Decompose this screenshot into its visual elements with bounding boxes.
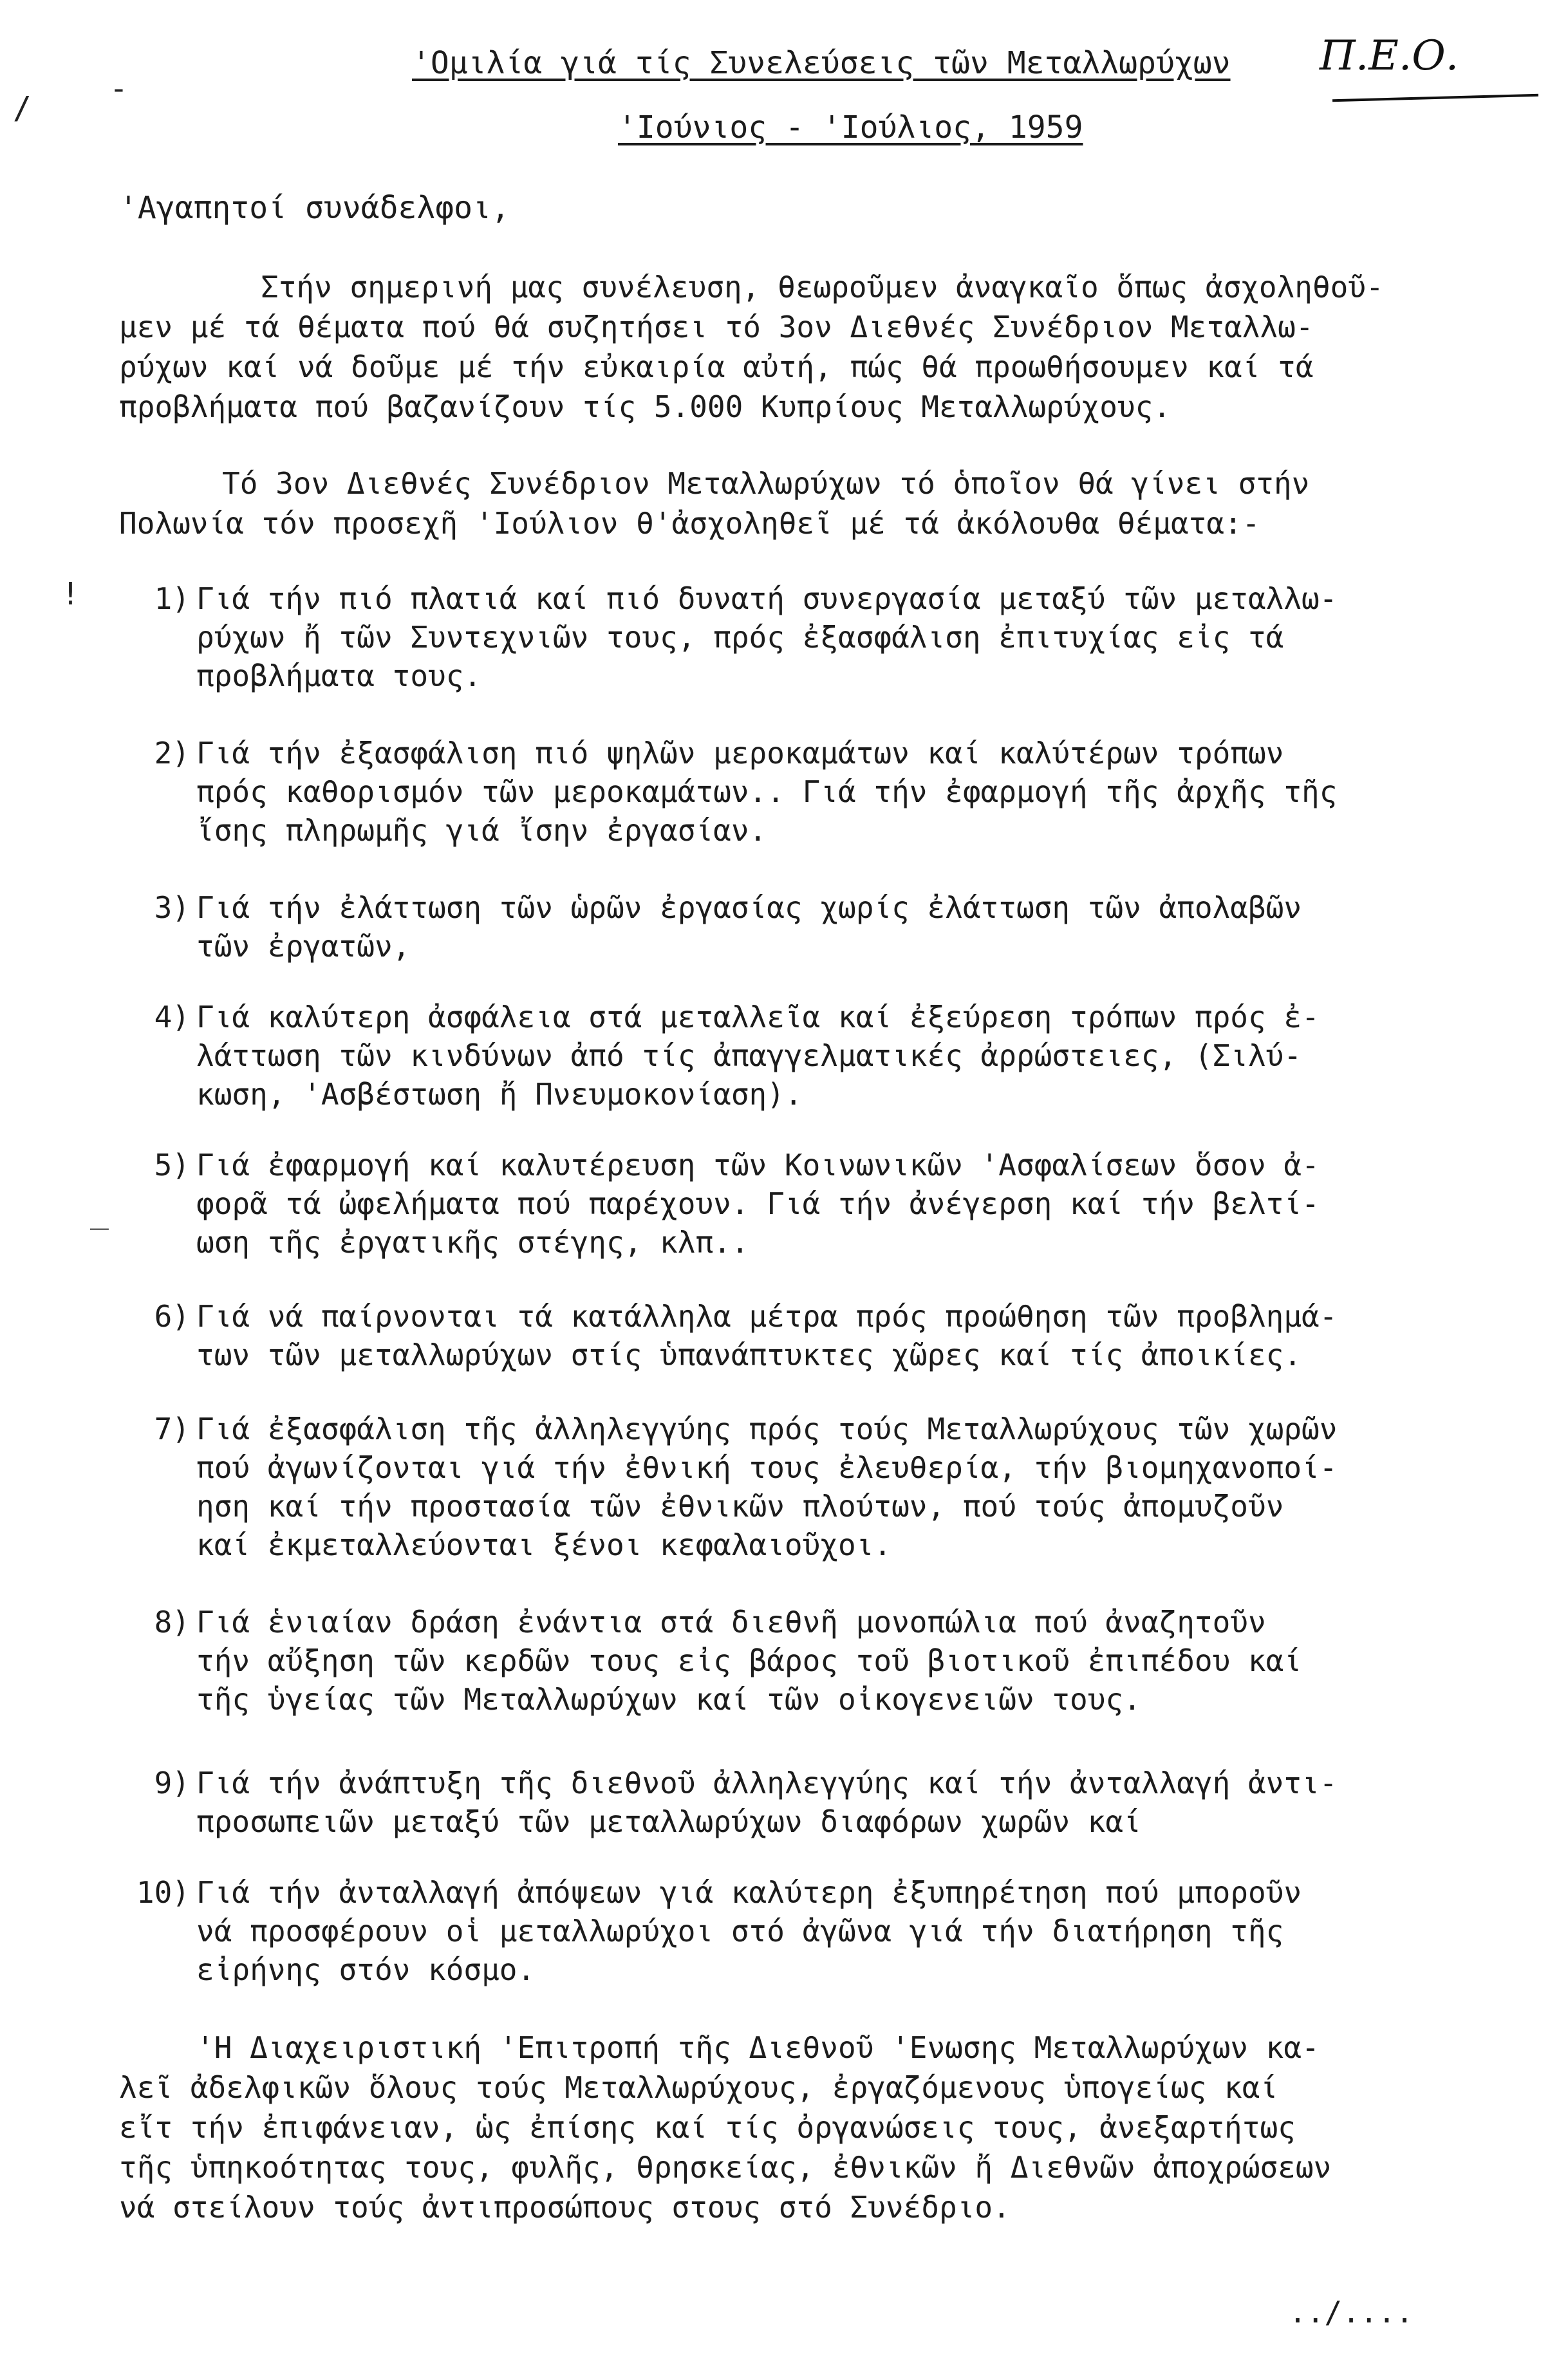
item-line: των τῶν μεταλλωρύχων στίς ὑπανάπτυκτες χῶρες καί τίς ἀποικίες. [196,1338,1302,1372]
congress-line: Πολωνία τόν προσεχῆ 'Ιούλιον θ'ἀσχοληθεῖ μέ τά ἀκόλουθα θέματα:- [119,506,1260,541]
item-line: ηση καί τήν προστασία τῶν ἐθνικῶν πλούτων, πού τούς ἀπομυζοῦν [196,1489,1284,1524]
item-number: 7) [154,1412,190,1446]
congress-paragraph [119,463,1439,543]
margin-dash-mark: - [109,71,128,107]
closing-line: 'Η Διαχειριστική 'Επιτροπή τῆς Διεθνοῦ 'Ενωσης Μεταλλωρύχων κα- [196,2030,1320,2065]
item-number: 10) [136,1875,190,1910]
item-number: 6) [154,1299,190,1334]
item-line: Γιά τήν ἐξασφάλιση πιό ψηλῶν μεροκαμάτων καί καλύτέρων τρόπων [196,736,1284,771]
margin-exclamation-mark: ! [61,576,80,612]
page-continuation-mark: ../.... [1289,2295,1414,2330]
item-line: τῆς ὑγείας τῶν Μεταλλωρύχων καί τῶν οἰκογενειῶν τους. [196,1682,1141,1717]
stamp-text: Π.Ε.Ο. [1320,32,1459,80]
item-line: ωση τῆς ἐργατικῆς στέγης, κλπ.. [196,1225,749,1260]
intro-line: ρύχων καί νά δοῦμε μέ τήν εὐκαιρία αὐτή, πώς θά προωθήσουμεν καί τά [119,350,1314,384]
item-line: Γιά τήν πιό πλατιά καί πιό δυνατή συνεργασία μεταξύ τῶν μεταλλω- [196,581,1338,616]
item-line: Γιά ἐφαρμογή καί καλυτέρευση τῶν Κοινωνικῶν 'Ασφαλίσεων ὅσον ἀ- [196,1148,1320,1182]
closing-line: τῆς ὑπηκοότητας τους, φυλῆς, θρησκείας, ἐθνικῶν ἤ Διεθνῶν ἀποχρώσεων [119,2150,1332,2185]
closing-line: εἴτ τήν ἐπιφάνειαν, ὡς ἐπίσης καί τίς ὀργανώσεις τους, ἀνεξαρτήτως [119,2110,1296,2145]
item-line: Γιά τήν ἀνταλλαγή ἀπόψεων γιά καλύτερη ἐξυπηρέτηση πού μποροῦν [196,1875,1302,1910]
margin-dash-mark-2: _ [90,1194,109,1230]
salutation: 'Αγαπητοί συνάδελφοι, [119,190,510,226]
item-number: 1) [154,581,190,616]
item-line: λάττωση τῶν κινδύνων ἀπό τίς ἀπαγγελματικές ἀρρώστειες, (Σιλύ- [196,1038,1302,1073]
item-number: 5) [154,1148,190,1182]
item-line: τήν αὔξηση τῶν κερδῶν τους εἰς βάρος τοῦ βιοτικοῦ ἐπιπέδου καί [196,1643,1302,1678]
item-line: καί ἐκμεταλλεύονται ξένοι κεφαλαιοῦχοι. [196,1527,892,1562]
item-line: πού ἀγωνίζονται γιά τήν ἐθνική τους ἐλευθερία, τήν βιομηχανοποί- [196,1450,1338,1485]
item-line: Γιά τήν ἐλάττωση τῶν ὡρῶν ἐργασίας χωρίς ἐλάττωση τῶν ἀπολαβῶν [196,890,1302,925]
item-number: 2) [154,736,190,771]
item-line: ἴσης πληρωμῆς γιά ἴσην ἐργασίαν. [196,813,767,848]
item-number: 3) [154,890,190,925]
item-line: ρύχων ἤ τῶν Συντεχνιῶν τους, πρός ἐξασφάλιση ἐπιτυχίας εἰς τά [196,620,1284,655]
closing-line: νά στείλουν τούς ἀντιπροσώπους στους στό Συνέδριο. [119,2190,1011,2225]
item-line: Γιά ἑνιαίαν δράση ἐνάντια στά διεθνῆ μονοπώλια πού ἀναζητοῦν [196,1605,1266,1639]
item-line: νά προσφέρουν οἱ μεταλλωρύχοι στό ἀγῶνα γιά τήν διατήρηση τῆς [196,1914,1284,1948]
item-line: κωση, 'Ασβέστωση ἤ Πνευμοκονίαση). [196,1077,803,1112]
item-line: πρός καθορισμόν τῶν μεροκαμάτων.. Γιά τήν ἐφαρμογή τῆς ἀρχῆς τῆς [196,774,1338,809]
item-number: 4) [154,1000,190,1034]
item-number: 8) [154,1605,190,1639]
item-number: 9) [154,1766,190,1800]
stamp-underline [1332,94,1538,102]
closing-line: λεῖ ἀδελφικῶν ὅλους τούς Μεταλλωρύχους, ἐργαζόμενους ὑπογείως καί [119,2070,1278,2105]
congress-line: Τό 3ον Διεθνές Συνέδριον Μεταλλωρύχων τό ὁποῖον θά γίνει στήν [222,466,1310,501]
item-line: προσωπειῶν μεταξύ τῶν μεταλλωρύχων διαφόρων χωρῶν καί [196,1804,1141,1839]
item-line: φορᾶ τά ὠφελήματα πού παρέχουν. Γιά τήν ἀνέγερση καί τήν βελτί- [196,1186,1320,1221]
handwritten-stamp [1320,32,1493,109]
item-line: τῶν ἐργατῶν, [196,929,411,964]
closing-paragraph [119,2028,1439,2227]
item-line: Γιά ἐξασφάλιση τῆς ἀλληλεγγύης πρός τούς Μεταλλωρύχους τῶν χωρῶν [196,1412,1338,1446]
item-line: Γιά καλύτερη ἀσφάλεια στά μεταλλεῖα καί ἐξεύρεση τρόπων πρός ἐ- [196,1000,1320,1034]
document-date: 'Ιούνιος - 'Ιούλιος, 1959 [618,109,1083,145]
item-line: Γιά τήν ἀνάπτυξη τῆς διεθνοῦ ἀλληλεγγύης καί τήν ἀνταλλαγή ἀντι- [196,1766,1338,1800]
item-line: προβλήματα τους. [196,658,482,693]
intro-paragraph [119,267,1439,427]
item-line: εἰρήνης στόν κόσμο. [196,1952,536,1987]
intro-line: μεν μέ τά θέματα πού θά συζητήσει τό 3ον Διεθνές Συνέδριον Μεταλλω- [119,310,1314,344]
item-line: Γιά νά παίρνονται τά κατάλληλα μέτρα πρός προώθηση τῶν προβλημά- [196,1299,1338,1334]
margin-slash-mark: / [13,90,32,126]
document-title: 'Ομιλία γιά τίς Συνελεύσεις τῶν Μεταλλωρύχων [412,45,1231,81]
intro-line: Στήν σημερινή μας συνέλευση, θεωροῦμεν ἀναγκαῖο ὅπως ἀσχοληθοῦ- [261,270,1384,304]
intro-line: προβλήματα πού βαζανίζουν τίς 5.000 Κυπρίους Μεταλλωρύχους. [119,389,1171,424]
